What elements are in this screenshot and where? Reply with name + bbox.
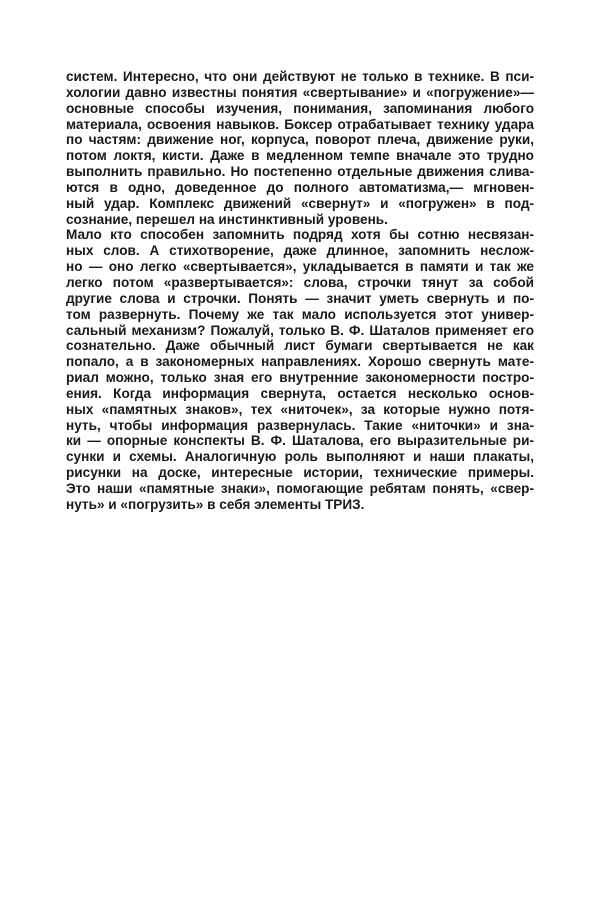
- text-line: ный удар. Комплекс движений «свернут» и «погружен» в под-: [66, 195, 534, 211]
- text-line: нуть, чтобы информация развернулась. Такие «ниточки» и зна-: [66, 417, 534, 433]
- text-line: ются в одно, доведенное до полного автоматизма,— мгновен-: [66, 179, 534, 195]
- text-line: ки — опорные конспекты В. Ф. Шаталова, его выразительные ри-: [66, 433, 534, 449]
- text-line: хологии давно известны понятия «свертывание» и «погружение»—: [66, 84, 534, 100]
- text-line: материала, освоения навыков. Боксер отрабатывает технику удара: [66, 116, 534, 132]
- text-line: Мало кто способен запомнить подряд хотя бы сотню несвязан-: [66, 227, 534, 243]
- page-body-text: [66, 69, 534, 513]
- text-line: том развернуть. Почему же так мало используется этот универ-: [66, 306, 534, 322]
- paragraph: [66, 227, 534, 512]
- text-line: систем. Интересно, что они действуют не только в технике. В пси-: [66, 69, 534, 84]
- text-line: потом локтя, кисти. Даже в медленном темпе вначале это трудно: [66, 148, 534, 164]
- text-line: другие слова и строчки. Понять — значит уметь свернуть и по-: [66, 290, 534, 306]
- text-line: нуть» и «погрузить» в себя элементы ТРИЗ.: [66, 496, 365, 512]
- text-line: выполнить правильно. Но постепенно отдельные движения слива-: [66, 164, 534, 180]
- text-line: сунки и схемы. Аналогичную роль выполняют и наши плакаты,: [66, 449, 534, 465]
- text-line: легко потом «развертывается»: слова, строчки тянут за собой: [66, 274, 534, 290]
- text-line: сальный механизм? Пожалуй, только В. Ф. Шаталов применяет его: [66, 322, 534, 338]
- text-line: рисунки на доске, интересные истории, технические примеры.: [66, 465, 534, 481]
- text-line: ения. Когда информация свернута, остается несколько основ-: [66, 385, 534, 401]
- text-line: риал можно, только зная его внутренние закономерности постро-: [66, 370, 534, 386]
- text-line: сознание, перешел на инстинктивный уровень.: [66, 211, 388, 227]
- text-line: попало, а в закономерных направлениях. Хорошо свернуть мате-: [66, 354, 534, 370]
- text-line: сознательно. Даже обычный лист бумаги свертывается не как: [66, 338, 534, 354]
- text-line: Это наши «памятные знаки», помогающие ребятам понять, «свер-: [66, 480, 534, 496]
- text-line: но — оно легко «свертывается», укладывается в памяти и так же: [66, 259, 534, 275]
- text-line: по частям: движение ног, корпуса, поворот плеча, движение руки,: [66, 132, 534, 148]
- text-line: основные способы изучения, понимания, запоминания любого: [66, 100, 534, 116]
- text-line: ных «памятных знаков», тех «ниточек», за которые нужно потя-: [66, 401, 534, 417]
- paragraph: [66, 69, 534, 227]
- text-line: ных слов. А стихотворение, даже длинное, запомнить неслож-: [66, 243, 534, 259]
